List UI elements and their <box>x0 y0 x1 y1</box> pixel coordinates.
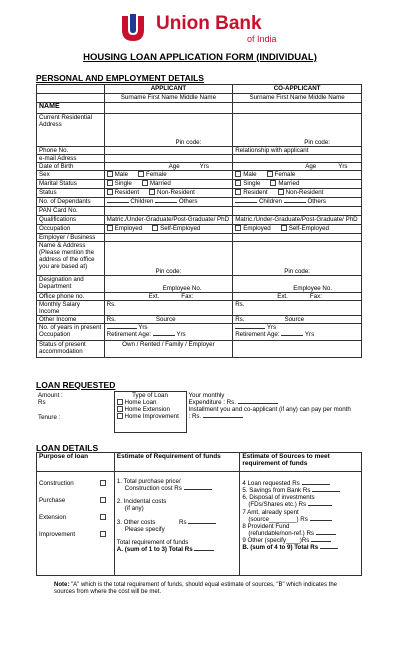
estimate-header: Estimate of Requirement of funds <box>114 453 240 472</box>
personal-details-table <box>36 84 362 358</box>
installment-field[interactable] <box>189 413 361 420</box>
req-line-field[interactable] <box>117 485 238 492</box>
applicant-qualifications[interactable]: Matric./Under-Graduate/Post-Graduate/ PhD <box>104 215 233 224</box>
age-label: Age <box>168 163 180 171</box>
applicant-header: APPLICANT <box>104 85 233 94</box>
blank-line[interactable] <box>153 331 175 336</box>
blank-line[interactable] <box>155 198 177 203</box>
applicant-other-income[interactable] <box>104 316 233 324</box>
note-label: Note: <box>54 582 70 588</box>
pin-code-label: Pin code: <box>175 138 202 146</box>
loan-type-option[interactable] <box>117 406 184 413</box>
co-applicant-qualifications[interactable]: Matric./Under-Graduate/Post-Graduate/ PhD <box>233 215 362 224</box>
checkbox[interactable] <box>107 180 113 186</box>
form-title: HOUSING LOAN APPLICATION FORM (INDIVIDUAL) <box>83 52 317 63</box>
name-parts: Surname First Name Middle Name <box>104 94 233 103</box>
salary-label: Monthly Salary Income <box>37 300 105 315</box>
applicant-dob-field[interactable] <box>104 163 233 171</box>
checkbox[interactable] <box>138 171 144 177</box>
req-line: Construction cost Rs <box>124 485 182 493</box>
applicant-years[interactable] <box>104 324 233 341</box>
co-applicant-dob-field[interactable] <box>233 163 362 171</box>
blank-line[interactable] <box>107 198 129 203</box>
loan-type-label: Home Loan <box>124 399 157 407</box>
checkbox[interactable] <box>281 225 287 231</box>
blank-line[interactable] <box>320 544 338 549</box>
pin-code-label: Pin code: <box>155 267 182 275</box>
yrs-label: Yrs <box>304 331 315 339</box>
co-applicant-office-phone[interactable] <box>233 292 362 300</box>
checkbox[interactable] <box>100 531 106 537</box>
ext-label: Ext. <box>148 292 160 300</box>
purpose-label: Construction <box>39 480 74 487</box>
yrs-label: Yrs <box>138 324 148 332</box>
employed-label: Employed <box>114 224 143 232</box>
expenditure-label: Expenditure : Rs. <box>188 398 236 406</box>
req-line: Total requirement of funds <box>116 538 189 546</box>
checkbox[interactable] <box>235 171 241 177</box>
checkbox[interactable] <box>100 497 106 503</box>
applicant-email-field[interactable] <box>104 155 233 163</box>
co-applicant-salary[interactable]: Rs. <box>233 300 362 315</box>
yrs-label: Yrs <box>176 331 186 339</box>
brand-name: Union Bank <box>156 13 262 34</box>
checkbox[interactable] <box>117 406 123 412</box>
purpose-option[interactable] <box>39 514 112 531</box>
req-line: 2. Incidental costs <box>116 498 167 506</box>
applicant-address-field[interactable] <box>104 114 233 147</box>
purpose-label: Improvement <box>39 531 76 538</box>
sources-header: Estimate of Sources to meet requirement of funds <box>240 453 362 472</box>
yrs-label: Yrs <box>199 163 209 171</box>
married-label: Married <box>278 180 300 188</box>
applicant-name-field[interactable] <box>104 103 233 114</box>
marital-label: Marital Status <box>37 180 105 189</box>
children-label: Children <box>130 198 154 206</box>
purpose-option[interactable] <box>39 497 112 514</box>
ext-label: Ext. <box>277 292 288 300</box>
blank-line[interactable] <box>281 331 303 336</box>
src-line-field[interactable] <box>242 501 359 508</box>
blank-line[interactable] <box>184 485 212 490</box>
src-line-field[interactable] <box>242 487 359 494</box>
pan-label: PAN Card No. <box>37 207 105 215</box>
src-line: 9 Other (specify____)Rs <box>242 537 310 544</box>
union-bank-logo-icon <box>118 12 148 44</box>
installment-label: Installment you and co-applicant (if any) can pay per month <box>188 405 351 413</box>
relationship-label: Relationship with applicant <box>233 147 362 155</box>
retirement-label: Retirement Age: <box>106 331 151 339</box>
checkbox[interactable] <box>152 225 158 231</box>
others-label: Others <box>307 198 327 206</box>
loan-details-table <box>36 452 362 576</box>
checkbox[interactable] <box>142 180 148 186</box>
pin-code-label: Pin code: <box>284 267 310 275</box>
employee-no-label: Employee No. <box>293 284 333 292</box>
section-loan-details: LOAN DETAILS <box>36 443 99 453</box>
status-label: Status <box>37 189 105 198</box>
src-line-field[interactable] <box>242 530 359 537</box>
single-label: Single <box>114 180 132 188</box>
brand-sub: of India <box>247 34 277 44</box>
co-applicant-other-income[interactable] <box>233 316 362 324</box>
loan-requested-table <box>36 391 362 433</box>
src-line: 7 Amt. already spent <box>242 508 299 516</box>
dependants-label: No. of Dependants <box>37 198 105 207</box>
fax-label: Fax: <box>181 292 194 300</box>
rs-label: Rs <box>179 518 187 526</box>
age-label: Age <box>305 163 317 171</box>
married-label: Married <box>149 180 171 188</box>
applicant-designation[interactable] <box>104 275 233 292</box>
male-label: Male <box>243 171 257 179</box>
blank-line[interactable] <box>107 324 137 329</box>
email-label: e-mail Adress <box>37 155 105 163</box>
section-personal: PERSONAL AND EMPLOYMENT DETAILS <box>36 73 204 83</box>
blank-line[interactable] <box>203 413 243 418</box>
blank-line[interactable] <box>235 198 257 203</box>
src-line-field[interactable] <box>242 537 359 544</box>
co-applicant-accommodation[interactable] <box>233 341 362 358</box>
applicant-pan-field[interactable] <box>104 207 233 215</box>
blank-line[interactable] <box>238 399 278 404</box>
req-total-field[interactable] <box>117 546 238 553</box>
children-label: Children <box>258 198 282 206</box>
years-present-label: No. of years in present Occupation <box>37 324 105 341</box>
checkbox[interactable] <box>100 514 106 520</box>
checkbox[interactable] <box>235 189 241 195</box>
blank-line[interactable] <box>312 487 340 492</box>
checkbox[interactable] <box>107 189 113 195</box>
name-parts: Surname First Name Middle Name <box>233 94 362 103</box>
type-of-loan-label: Type of Loan <box>132 392 168 399</box>
src-line: (FDs/Shares etc.) Rs <box>248 501 307 509</box>
purpose-option[interactable] <box>39 480 112 497</box>
resident-label: Resident <box>114 189 140 197</box>
purpose-option[interactable] <box>39 531 112 548</box>
dob-label: Date of Birth <box>37 163 105 171</box>
self-employed-label: Self-Employed <box>288 224 329 232</box>
non-resident-label: Non-Resident <box>157 189 195 197</box>
expenditure-field[interactable] <box>189 399 361 406</box>
employer-address-label: Name & Address (Please mention the address of the office you are based at) <box>37 241 105 275</box>
fax-label: Fax: <box>309 292 322 300</box>
co-applicant-years[interactable] <box>233 324 362 341</box>
office-phone-label: Office phone no. <box>37 292 105 300</box>
female-label: Female <box>274 171 296 179</box>
purpose-header: Purpose of loan <box>37 453 115 472</box>
phone-label: Phone No. <box>37 147 105 155</box>
employee-no-label: Employee No. <box>162 284 202 292</box>
checkbox[interactable] <box>107 171 113 177</box>
name-label: NAME <box>37 103 105 114</box>
loan-type-option[interactable] <box>117 413 184 420</box>
blank-line[interactable] <box>316 530 336 535</box>
rs-label: Rs. <box>235 316 245 323</box>
checkbox[interactable] <box>107 225 113 231</box>
co-applicant-name-field[interactable] <box>233 103 362 114</box>
loan-type-label: Home Extension <box>124 406 170 414</box>
checkbox[interactable] <box>235 225 241 231</box>
purpose-label: Extension <box>39 514 67 521</box>
co-applicant-email-field[interactable] <box>233 155 362 163</box>
source-label: Source <box>155 316 176 323</box>
blank-line[interactable] <box>235 324 265 329</box>
blank-line[interactable] <box>188 519 216 524</box>
applicant-accommodation[interactable]: Own / Rented / Family / Employer <box>104 341 233 358</box>
loan-type-option[interactable] <box>117 399 184 406</box>
applicant-employer-field[interactable] <box>104 233 233 241</box>
accommodation-label: Status of present accommodation <box>37 341 105 358</box>
retirement-label: Retirement Age: <box>235 331 280 339</box>
address-label: Current Residential Address <box>37 114 105 147</box>
src-line: B. (sum of 4 to 9) Total Rs <box>242 544 319 552</box>
checkbox[interactable] <box>267 171 273 177</box>
src-line: 8 Provident Fund <box>242 522 290 530</box>
union-bank-logo <box>118 12 308 46</box>
non-resident-label: Non-Resident <box>285 189 324 197</box>
src-total-field[interactable] <box>242 544 359 551</box>
purpose-label: Purchase <box>39 497 66 504</box>
src-line-field[interactable] <box>242 480 359 487</box>
single-label: Single <box>243 180 261 188</box>
src-line: 6. Disposal of investments <box>242 494 315 502</box>
amount-label: Amount : <box>38 391 63 399</box>
checkbox[interactable] <box>270 180 276 186</box>
resident-label: Resident <box>243 189 268 197</box>
employer-label: Employer / Business <box>37 233 105 241</box>
tenure-label: Tenure : <box>38 413 61 421</box>
checkbox[interactable] <box>235 180 241 186</box>
monthly-label: Your monthly <box>188 391 225 399</box>
employed-label: Employed <box>243 224 271 232</box>
co-applicant-header: CO-APPLICANT <box>233 85 362 94</box>
blank-line[interactable] <box>308 501 332 506</box>
male-label: Male <box>114 171 129 179</box>
req-line: A. (sum of 1 to 3) Total Rs <box>116 545 193 553</box>
self-employed-label: Self-Employed <box>160 224 201 232</box>
src-line: (source________) Rs <box>248 515 308 523</box>
req-line: Please specify <box>124 525 165 533</box>
female-label: Female <box>146 171 167 179</box>
checkbox[interactable] <box>278 189 284 195</box>
co-applicant-address-field[interactable] <box>233 114 362 147</box>
checkbox[interactable] <box>117 399 123 405</box>
applicant-office-phone[interactable] <box>104 292 233 300</box>
blank-line[interactable] <box>310 516 332 521</box>
src-line: 5. Savings from Bank Rs <box>242 487 311 495</box>
section-loan-requested: LOAN REQUESTED <box>36 380 116 390</box>
co-applicant-pan-field[interactable] <box>233 207 362 215</box>
footnote <box>54 582 359 596</box>
src-line: (refundable/non-ref.) Rs <box>248 529 315 537</box>
pin-code-label: Pin code: <box>304 138 330 146</box>
req-line-field[interactable] <box>117 519 238 526</box>
occupation-label: Occupation <box>37 224 105 233</box>
blank-line[interactable] <box>311 537 331 542</box>
other-income-label: Other Income <box>37 316 105 324</box>
yrs-label: Yrs <box>338 163 348 171</box>
applicant-employer-address[interactable] <box>104 241 233 275</box>
applicant-salary[interactable]: Rs. <box>104 300 233 315</box>
checkbox[interactable] <box>100 480 106 486</box>
checkbox[interactable] <box>117 413 123 419</box>
src-line-field[interactable] <box>242 516 359 523</box>
co-applicant-employer-field[interactable] <box>233 233 362 241</box>
installment-rs: : Rs. <box>188 412 202 420</box>
blank-line[interactable] <box>194 546 214 551</box>
loan-type-label: Home Improvement <box>124 413 179 421</box>
blank-line[interactable] <box>284 198 306 203</box>
yrs-label: Yrs <box>266 324 277 332</box>
blank-line[interactable] <box>302 480 330 485</box>
co-applicant-employer-address[interactable] <box>233 241 362 275</box>
source-label: Source <box>284 316 305 323</box>
co-applicant-designation[interactable] <box>233 275 362 292</box>
rs-label: Rs. <box>106 316 116 323</box>
qualifications-label: Qualifications <box>37 215 105 224</box>
req-line: (if any) <box>124 505 144 513</box>
sex-label: Sex <box>37 171 105 180</box>
applicant-phone-field[interactable] <box>104 147 233 155</box>
others-label: Others <box>178 198 198 206</box>
designation-label: Designation and Department <box>37 275 105 292</box>
src-line: 4 Loan requested Rs <box>242 480 300 487</box>
note-text: "A" which is the total requirement of funds, should equal estimate of sources, "B" which indicates the sources from where the cost will be met. <box>54 582 338 596</box>
amount-rs[interactable]: Rs <box>38 398 46 406</box>
checkbox[interactable] <box>149 189 155 195</box>
req-line: 3. Other costs <box>116 518 156 526</box>
req-line: 1. Total purchase price/ <box>116 478 181 485</box>
